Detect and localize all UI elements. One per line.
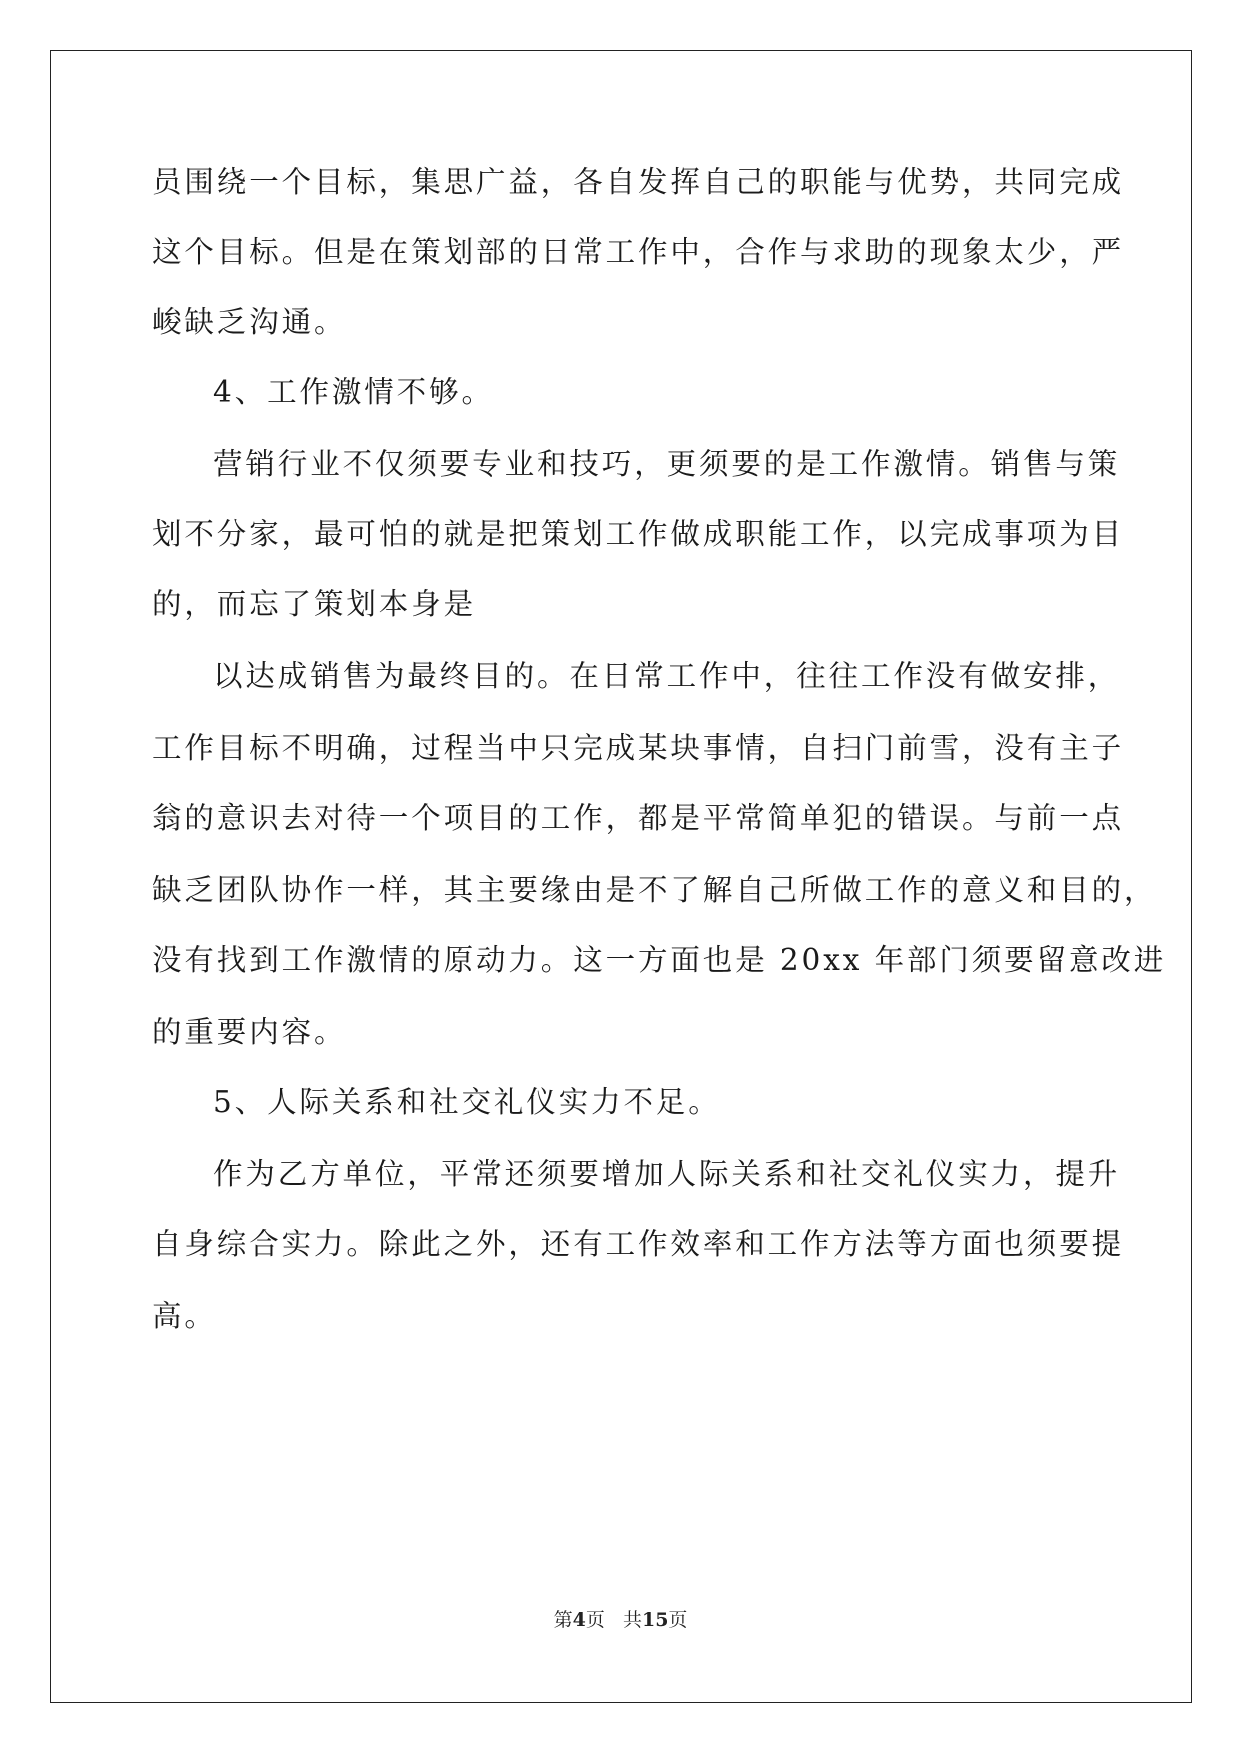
page-footer — [0, 1608, 1241, 1632]
text-line: 的重要内容。 — [152, 1015, 347, 1049]
text-line: 划不分家，最可怕的就是把策划工作做成职能工作，以完成事项为目 — [152, 517, 1125, 551]
text-line: 高。 — [152, 1299, 217, 1333]
text-line: 缺乏团队协作一样，其主要缘由是不了解自己所做工作的意义和目的， — [152, 873, 1157, 907]
footer-page-suffix: 页 — [585, 1609, 605, 1631]
section-heading: 5、人际关系和社交礼仪实力不足。 — [213, 1085, 721, 1119]
text-line: 峻缺乏沟通。 — [152, 305, 347, 339]
text-line: 营销行业不仅须要专业和技巧，更须要的是工作激情。销售与策 — [213, 447, 1121, 481]
current-page-number: 4 — [572, 1609, 586, 1631]
text-line: 作为乙方单位，平常还须要增加人际关系和社交礼仪实力，提升 — [213, 1157, 1121, 1191]
footer-prefix: 第 — [553, 1609, 573, 1631]
total-page-number: 15 — [641, 1609, 669, 1631]
text-line: 自身综合实力。除此之外，还有工作效率和工作方法等方面也须要提 — [152, 1227, 1125, 1261]
text-line: 的，而忘了策划本身是 — [152, 587, 477, 621]
footer-total-suffix: 页 — [668, 1609, 688, 1631]
text-line: 这个目标。但是在策划部的日常工作中，合作与求助的现象太少，严 — [152, 235, 1125, 269]
section-heading: 4、工作激情不够。 — [213, 375, 494, 409]
text-line: 员围绕一个目标，集思广益，各自发挥自己的职能与优势，共同完成 — [152, 165, 1125, 199]
footer-total-prefix: 共 — [622, 1609, 642, 1631]
text-line: 翁的意识去对待一个项目的工作，都是平常简单犯的错误。与前一点 — [152, 801, 1125, 835]
text-line: 没有找到工作激情的原动力。这一方面也是 20xx 年部门须要留意改进 — [152, 943, 1167, 977]
text-line: 工作目标不明确，过程当中只完成某块事情，自扫门前雪，没有主子 — [152, 731, 1125, 765]
text-line: 以达成销售为最终目的。在日常工作中，往往工作没有做安排， — [213, 659, 1121, 693]
